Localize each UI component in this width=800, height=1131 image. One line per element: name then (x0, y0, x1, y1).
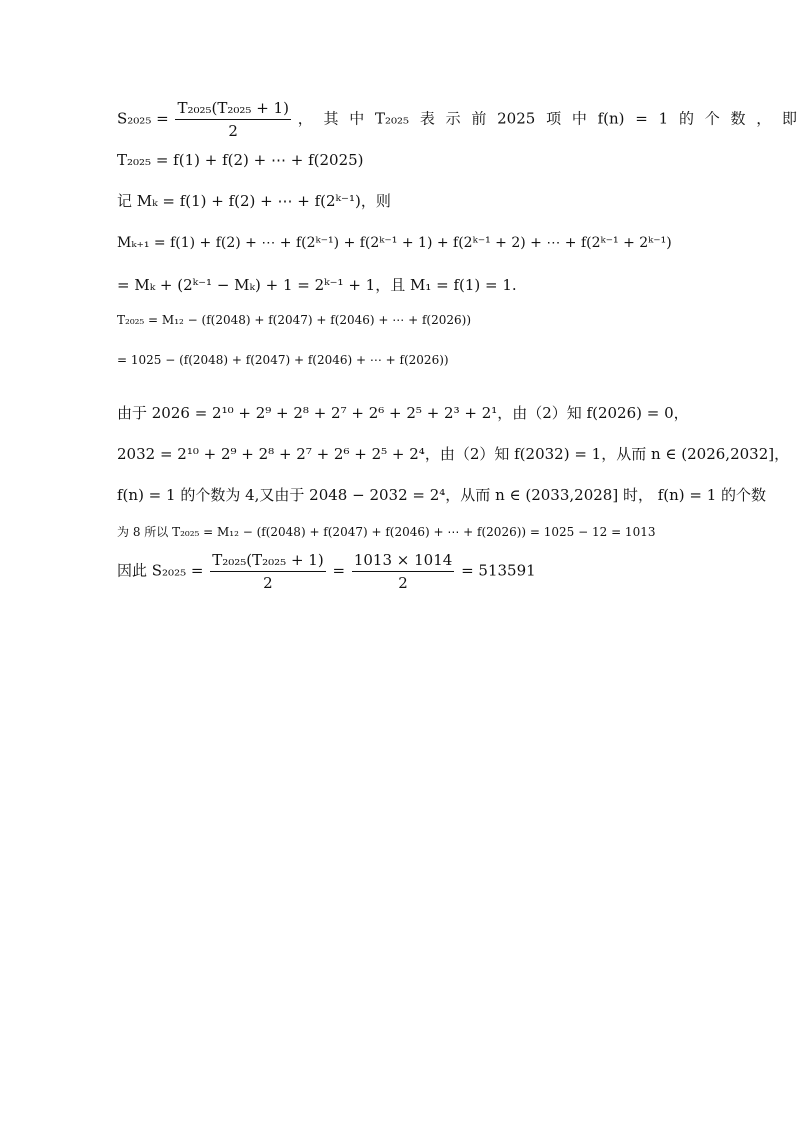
line-t2025-1025: = 1025 − (f(2048) + f(2047) + f(2046) + ⋯ + f(2026)) (117, 353, 449, 367)
line-count-4: f(n) = 1 的个数为 4,又由于 2048 − 2032 = 2⁴，从而 n ∈ (2033,2028] 时， f(n) = 1 的个数 (117, 486, 767, 504)
line-t2025-m12: T₂₀₂₅ = M₁₂ − (f(2048) + f(2047) + f(2046) + ⋯ + f(2026)) (117, 313, 471, 327)
s2025-result-value: = 513591 (461, 561, 536, 580)
line-2032-binary: 2032 = 2¹⁰ + 2⁹ + 2⁸ + 2⁷ + 2⁶ + 2⁵ + 2⁴，由（2）知 f(2032) = 1，从而 n ∈ (2026,2032]， (117, 445, 790, 463)
fraction-denominator: 2 (398, 574, 408, 592)
equals-sign: = (332, 561, 346, 580)
line-mk1-result: = Mₖ + (2ᵏ⁻¹ − Mₖ) + 1 = 2ᵏ⁻¹ + 1，且 M₁ = f(1) = 1. (117, 276, 517, 294)
s2025-result-fraction-1 (210, 550, 325, 593)
line-2026-binary: 由于 2026 = 2¹⁰ + 2⁹ + 2⁸ + 2⁷ + 2⁶ + 2⁵ + 2³ + 2¹，由（2）知 f(2026) = 0， (117, 404, 689, 422)
s2025-result-fraction-2 (352, 550, 454, 593)
fraction-numerator: T₂₀₂₅(T₂₀₂₅ + 1) (210, 550, 325, 572)
s2025-result-prefix: 因此 S₂₀₂₅ = (117, 561, 204, 580)
line-mk1-expansion: Mₖ₊₁ = f(1) + f(2) + ⋯ + f(2ᵏ⁻¹) + f(2ᵏ⁻¹ + 1) + f(2ᵏ⁻¹ + 2) + ⋯ + f(2ᵏ⁻¹ + 2ᵏ⁻¹) (117, 235, 672, 251)
s2025-lhs: S₂₀₂₅ = (117, 109, 169, 128)
line-mk-definition: 记 Mₖ = f(1) + f(2) + ⋯ + f(2ᵏ⁻¹)，则 (117, 192, 391, 210)
s2025-explanation: ， 其 中 T₂₀₂₅ 表 示 前 2025 项 中 f(n) = 1 的 个 数 ， 即 (297, 109, 798, 128)
fraction-denominator: 2 (263, 574, 273, 592)
line-t2025-sum: T₂₀₂₅ = f(1) + f(2) + ⋯ + f(2025) (117, 151, 364, 169)
line-s2025-definition (117, 98, 797, 141)
fraction-denominator: 2 (228, 122, 238, 140)
line-t2025-result: 为 8 所以 T₂₀₂₅ = M₁₂ − (f(2048) + f(2047) + f(2046) + ⋯ + f(2026)) = 1025 − 12 = 1013 (117, 525, 656, 539)
fraction-numerator: T₂₀₂₅(T₂₀₂₅ + 1) (175, 98, 290, 120)
line-s2025-result (117, 550, 536, 593)
fraction-numerator: 1013 × 1014 (352, 550, 454, 572)
s2025-fraction (175, 98, 290, 141)
